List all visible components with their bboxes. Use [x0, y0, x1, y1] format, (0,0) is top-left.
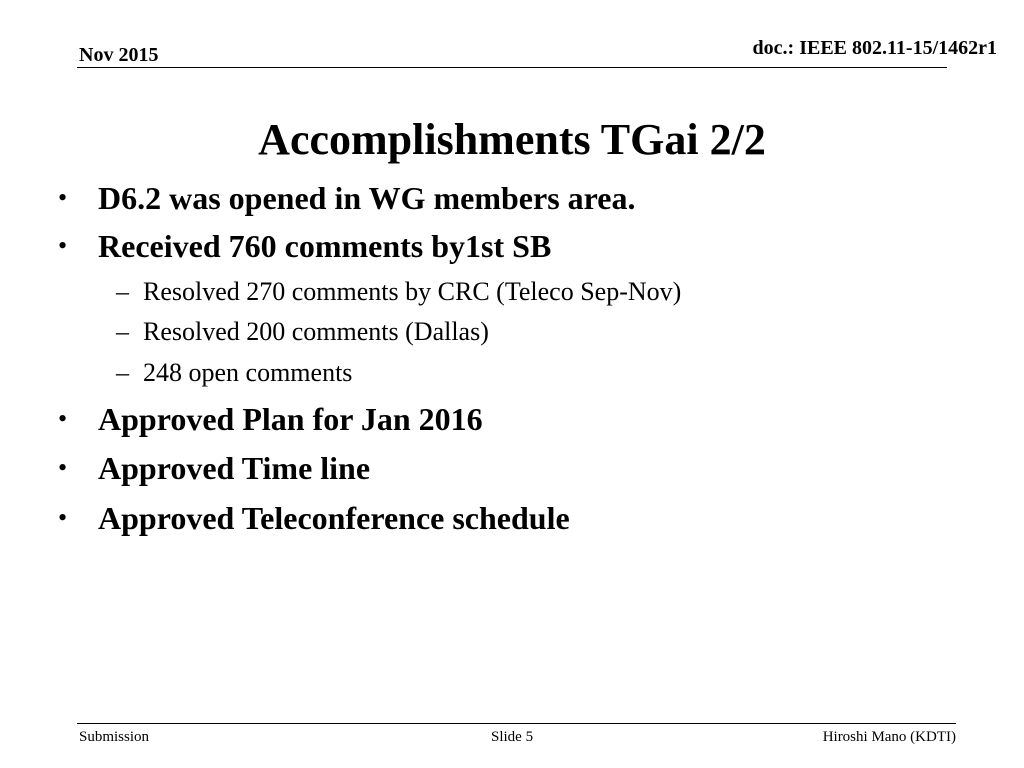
slide-title: Accomplishments TGai 2/2 — [258, 115, 766, 164]
bullet-text: Approved Time line — [98, 450, 371, 486]
sub-bullet-symbol: – — [116, 358, 129, 387]
sub-bullet-symbol: – — [116, 277, 129, 306]
sub-bullet-text: Resolved 200 comments (Dallas) — [143, 317, 489, 346]
bullet-symbol: • — [58, 231, 68, 260]
bullet-symbol: • — [58, 183, 68, 212]
footer-divider — [77, 723, 956, 724]
sub-bullet-text: 248 open comments — [143, 358, 353, 387]
bullet-text: D6.2 was opened in WG members area. — [98, 180, 636, 216]
slide-number: Slide 5 — [491, 729, 534, 745]
footer-author: Hiroshi Mano (KDTI) — [822, 729, 956, 745]
document-id: doc.: IEEE 802.11-15/1462r1 — [752, 37, 997, 59]
bullet-text: Received 760 comments by1st SB — [98, 228, 552, 264]
header-date: Nov 2015 — [79, 44, 159, 66]
footer-submission: Submission — [79, 729, 150, 745]
bullet-symbol: • — [58, 503, 68, 532]
sub-bullet-symbol: – — [116, 317, 129, 346]
bullet-text: Approved Plan for Jan 2016 — [98, 401, 483, 437]
bullet-symbol: • — [58, 453, 68, 482]
sub-bullet-text: Resolved 270 comments by CRC (Teleco Sep-Nov) — [143, 277, 682, 306]
bullet-symbol: • — [58, 404, 68, 433]
bullet-text: Approved Teleconference schedule — [98, 500, 570, 536]
